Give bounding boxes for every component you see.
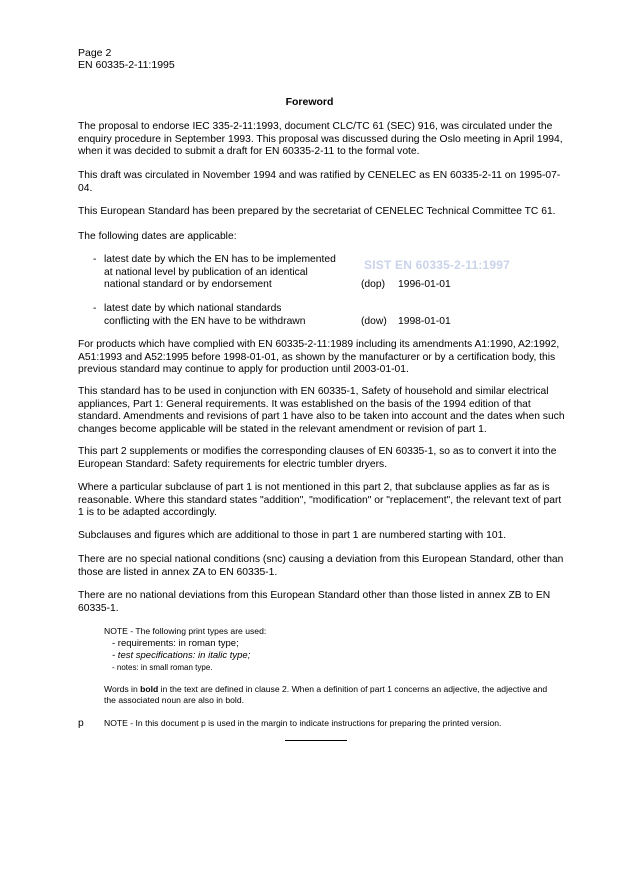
- paragraph-dates-intro: The following dates are applicable:: [78, 231, 237, 242]
- end-rule: [285, 740, 347, 741]
- paragraph-snc: There are no special national conditions (snc) causing a deviation from this European Standard, other than those are listed in annex ZA to EN 60335-1.: [78, 554, 564, 578]
- date-item-line: conflicting with the EN have to be withdrawn: [104, 315, 306, 327]
- paragraph-previous-standard: For products which have complied with EN 60335-2-11:1989 including its amendments A1:1990, A2:1992, A51:1993 and A52:1995 before 1998-01-01, as shown by the manufacturer or by a certification body, this previous standard may continue to apply for production until 2003-01-01.: [78, 339, 560, 375]
- paragraph-numbering: Subclauses and figures which are additional to those in part 1 are numbered starting with 101.: [78, 530, 507, 541]
- note-bold-word: bold: [140, 684, 159, 694]
- paragraph-proposal: The proposal to endorse IEC 335-2-11:1993, document CLC/TC 61 (SEC) 916, was circulated under the enquiry procedure in September 1993. This proposal was discussed during the Oslo meeting in April 1994, when it was decided to submit a draft for EN 60335-2-11 to the formal vote.: [78, 121, 563, 157]
- date-item-dash: -: [93, 303, 97, 314]
- date-item-line: national standard or by endorsement: [104, 279, 272, 290]
- date-item-line: latest date by which national standards: [104, 303, 282, 314]
- paragraph-draft: This draft was circulated in November 1994 and was ratified by CENELEC as EN 60335-2-11 on 1995-07-04.: [78, 170, 561, 194]
- note-bold-before: Words in: [104, 684, 141, 694]
- note-print-types: NOTE - The following print types are used:: [104, 626, 267, 636]
- paragraph-conjunction: This standard has to be used in conjunction with EN 60335-1, Safety of household and similar electrical appliances, Part 1: General requirements. It was established on the basis of the 1994 edition of that standard. Amendments and revisions of part 1 have also to be taken into account and the dates when such changes become applicable will be stated in the relevant amendment or revision of part 1.: [78, 386, 565, 435]
- date-item-line: at national level by publication of an identical: [104, 266, 308, 278]
- note-notes: - notes: in small roman type.: [112, 663, 213, 672]
- watermark-text: SIST EN 60335-2-11:1997: [364, 258, 511, 272]
- paragraph-deviations: There are no national deviations from this European Standard other than those listed in annex ZB to EN 60335-1.: [78, 590, 551, 614]
- date-code-dow: (dow): [361, 315, 387, 327]
- section-title: Foreword: [285, 96, 334, 108]
- note-test-specifications: - test specifications: in italic type;: [112, 650, 251, 661]
- page-number: Page 2: [78, 47, 112, 59]
- note-bold-definition: [104, 684, 554, 706]
- paragraph-supplements: This part 2 supplements or modifies the corresponding clauses of EN 60335-1, so as to convert it into the European Standard: Safety requirements for electric tumbler dryers.: [78, 446, 557, 470]
- note-requirements: - requirements: in roman type;: [112, 638, 239, 649]
- date-code-dop: (dop): [361, 279, 386, 290]
- note-margin-instruction: NOTE - In this document p is used in the margin to indicate instructions for preparing the printed version.: [104, 718, 502, 728]
- margin-marker: p: [78, 718, 84, 729]
- paragraph-subclause: Where a particular subclause of part 1 is not mentioned in this part 2, that subclause applies as far as is reasonable. Where this standard states "addition", "modification" or "replacement", the relevant text of part 1 is to be adapted accordingly.: [78, 482, 562, 518]
- paragraph-secretariat: This European Standard has been prepared by the secretariat of CENELEC Technical Committee TC 61.: [78, 206, 556, 217]
- date-item-line: latest date by which the EN has to be implemented: [104, 254, 336, 265]
- document-id: EN 60335-2-11:1995: [78, 59, 175, 71]
- date-value-dop: 1996-01-01: [398, 279, 451, 290]
- date-value-dow: 1998-01-01: [398, 315, 451, 327]
- note-bold-after: in the text are defined in clause 2. When a definition of part 1 concerns an adjective, the adjective and the associated noun are also in bold.: [104, 684, 548, 705]
- date-item-dash: -: [93, 254, 97, 265]
